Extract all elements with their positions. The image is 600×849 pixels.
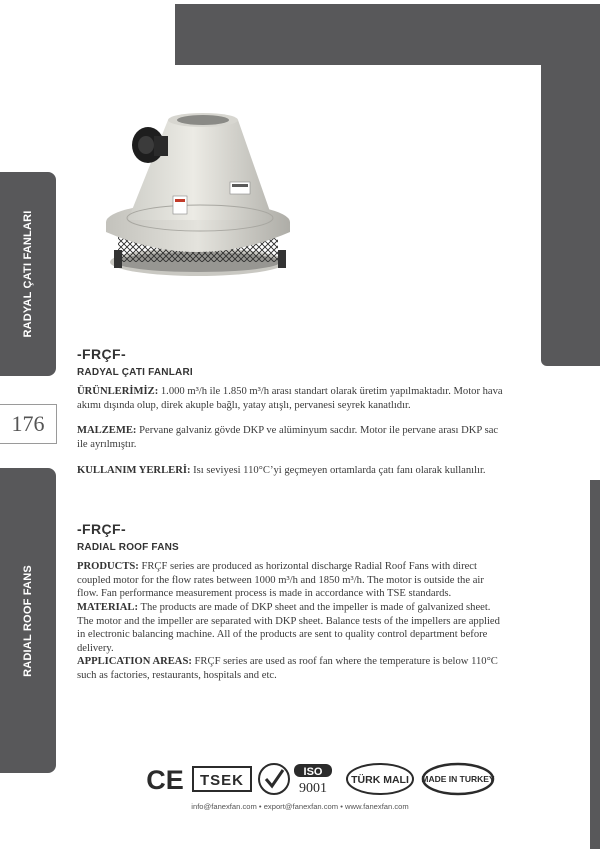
material-en xyxy=(77,601,507,655)
side-tab-english xyxy=(0,468,56,773)
iso-bottom-text: 9001 xyxy=(299,781,327,796)
subtitle-en: RADIAL ROOF FANS xyxy=(77,541,179,553)
turk-mali-text: TÜRK MALI xyxy=(350,774,409,786)
subtitle-tr: RADYAL ÇATI FANLARI xyxy=(77,366,193,378)
material-tr xyxy=(77,424,507,451)
material-tr-text: Pervane galvaniz gövde DKP ve alüminyum sacdır. Motor ile pervane arası DKP sac ile ayrılmıştır. xyxy=(77,425,499,450)
application-en-label: APPLICATION AREAS: xyxy=(77,656,192,668)
iso-top-text: ISO xyxy=(303,766,323,778)
ce-mark-icon xyxy=(145,764,185,794)
english-section xyxy=(77,523,507,683)
usage-tr-text: Isı seviyesi 110°C’yi geçmeyen ortamlarda çatı fanı olarak kullanılır. xyxy=(190,464,486,476)
products-en-label: PRODUCTS: xyxy=(77,561,139,573)
made-in-turkey-text: MADE IN TURKEY xyxy=(421,774,495,784)
tsek-logo-icon xyxy=(192,766,252,792)
material-en-label: MATERIAL: xyxy=(77,601,139,613)
tsek-logo-text: TSEK xyxy=(199,772,244,789)
right-decor-band xyxy=(541,4,600,366)
material-en-text: The products are made of DKP sheet and the impeller is made of galvanized sheet. The motor and the impeller are separated with DKP sheet. Balance tests of the impellers are applied in electronic balancing machine. All of the products are sent to quality control department before delivery. xyxy=(77,601,500,654)
application-en-text: FRÇF series are used as roof fan where the temperature is below 110°C such as factories, restaurants, hospitals and etc. xyxy=(77,656,498,681)
model-title-en: -FRÇF- xyxy=(77,521,127,537)
products-tr-label: ÜRÜNLERİMİZ: xyxy=(77,386,159,398)
products-tr xyxy=(77,385,507,412)
certification-logos xyxy=(145,760,495,798)
turkish-section xyxy=(77,348,507,477)
usage-tr-label: KULLANIM YERLERİ: xyxy=(77,464,191,476)
side-tab-english-label: RADIAL ROOF FANS xyxy=(22,564,34,677)
usage-tr xyxy=(77,464,507,478)
products-en xyxy=(77,560,507,601)
ce-mark-text: CE xyxy=(146,765,184,794)
page-number: 176 xyxy=(0,404,57,444)
application-en xyxy=(77,655,507,682)
side-tab-turkish xyxy=(0,172,56,376)
iso-9001-logo-icon xyxy=(258,761,338,797)
products-en-text: FRÇF series are produced as horizontal discharge Radial Roof Fans with direct coupled motor for the flow rates between 1000 m³/h and 1850 m³/h. The motor is outside the air flow. Fan performance measurement process is made in accordance with TSE standards. xyxy=(77,561,484,600)
turk-mali-logo-icon xyxy=(345,762,415,796)
made-in-turkey-logo-icon xyxy=(421,762,495,796)
side-tab-turkish-label: RADYAL ÇATI FANLARI xyxy=(22,210,34,338)
products-tr-text: 1.000 m³/h ile 1.850 m³/h arası standart olarak üretim yapılmaktadır. Motor hava akımı dışında olup, direk akuple bağlı, yatay atışlı, pervanesi seyrek kanatlıdır. xyxy=(77,386,503,411)
radial-roof-fan-image xyxy=(88,100,308,310)
right-decor-strip xyxy=(590,480,600,849)
header-band xyxy=(175,4,600,65)
model-title-tr: -FRÇF- xyxy=(77,346,127,362)
contact-footer: info@fanexfan.com • export@fanexfan.com • www.fanexfan.com xyxy=(191,802,409,811)
material-tr-label: MALZEME: xyxy=(77,425,137,437)
